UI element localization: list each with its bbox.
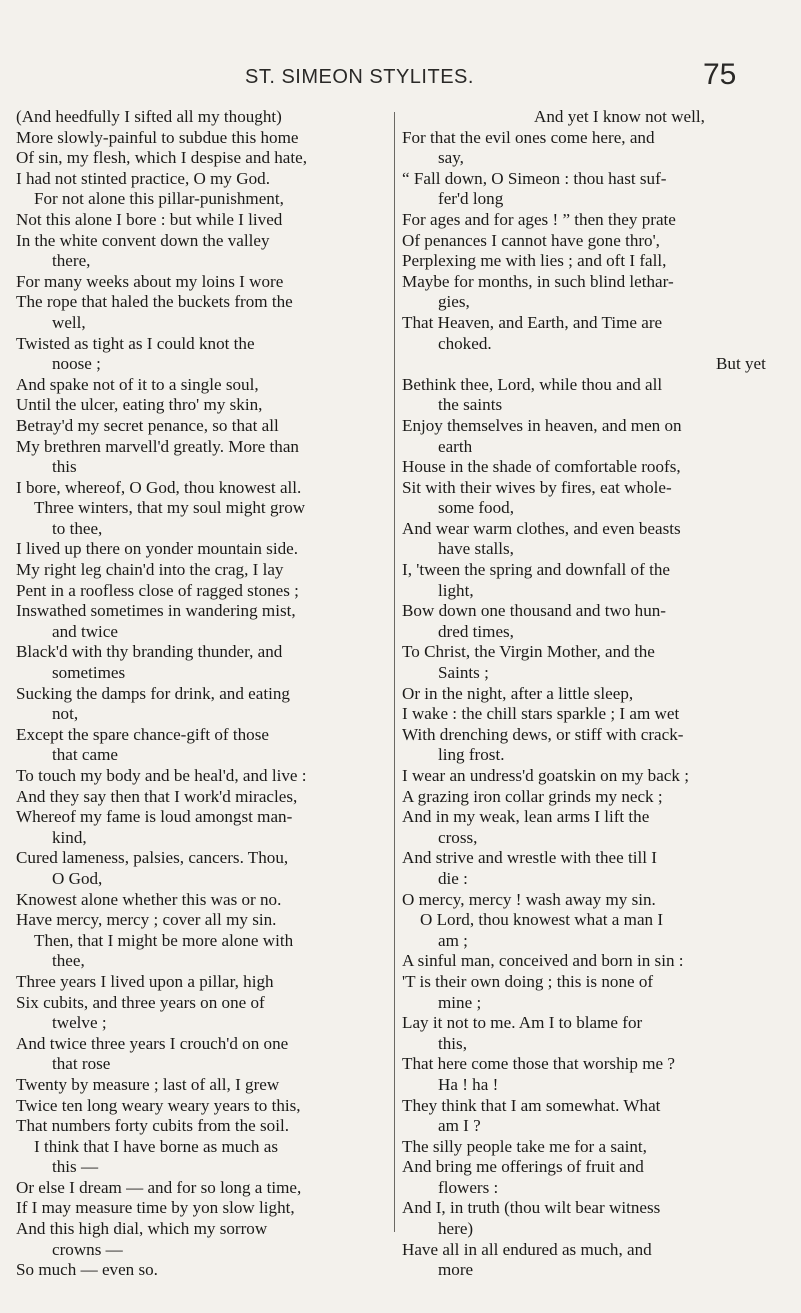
poem-line: Twice ten long weary weary years to this,	[16, 1095, 301, 1115]
poem-line: And twice three years I crouch'd on one	[16, 1033, 289, 1053]
poem-line: Saints ;	[438, 663, 489, 683]
poem-line: For not alone this pillar-punishment,	[34, 189, 284, 209]
poem-line: Or else I dream — and for so long a time,	[16, 1177, 302, 1197]
poem-line: Sucking the damps for drink, and eating	[16, 683, 290, 703]
poem-line: And wear warm clothes, and even beasts	[402, 518, 681, 538]
poem-line: My brethren marvell'd greatly. More than	[16, 436, 299, 456]
poem-line: More slowly-painful to subdue this home	[16, 127, 299, 147]
poem-line: Not this alone I bore : but while I lived	[16, 209, 283, 229]
poem-line: I, 'tween the spring and downfall of the	[402, 560, 670, 580]
poem-line: Knowest alone whether this was or no.	[16, 889, 282, 909]
poem-line: Maybe for months, in such blind lethar-	[402, 271, 674, 291]
poem-line: “ Fall down, O Simeon : thou hast suf-	[402, 168, 667, 188]
poem-line: My right leg chain'd into the crag, I lay	[16, 560, 284, 580]
poem-line: kind,	[52, 827, 87, 847]
left-column	[16, 107, 392, 1281]
poem-line: gies,	[438, 292, 470, 312]
poem-line: And they say then that I work'd miracles,	[16, 786, 298, 806]
poem-line: To touch my body and be heal'd, and live :	[16, 766, 307, 785]
poem-line: And bring me offerings of fruit and	[402, 1157, 644, 1177]
poem-line: Of penances I cannot have gone thro',	[402, 230, 660, 250]
poem-line: That here come those that worship me ?	[402, 1054, 675, 1074]
poem-line: cross,	[438, 827, 478, 847]
poem-line: I bore, whereof, O God, thou knowest all.	[16, 477, 302, 497]
poem-line: I had not stinted practice, O my God.	[16, 168, 270, 188]
poem-line: say,	[438, 148, 464, 168]
poem-line: noose ;	[52, 354, 101, 374]
poem-line: Ha ! ha !	[438, 1074, 499, 1094]
poem-line: ling frost.	[438, 745, 505, 765]
poem-line: Perplexing me with lies ; and oft I fall,	[402, 251, 667, 271]
poem-line: The silly people take me for a saint,	[402, 1136, 647, 1156]
poem-line: Three years I lived upon a pillar, high	[16, 971, 274, 991]
poem-line: fer'd long	[438, 189, 504, 209]
poem-line: I lived up there on yonder mountain side.	[16, 539, 298, 559]
poem-line: die :	[438, 868, 468, 888]
poem-line: Of sin, my flesh, which I despise and hate,	[16, 148, 308, 168]
poem-line: That numbers forty cubits from the soil.	[16, 1116, 289, 1136]
poem-line: Bethink thee, Lord, while thou and all	[402, 374, 663, 394]
poem-line: light,	[438, 580, 474, 600]
poem-line: the saints	[438, 395, 503, 415]
poem-line: there,	[52, 251, 91, 271]
poem-line: Twenty by measure ; last of all, I grew	[16, 1074, 280, 1094]
poem-line: that rose	[52, 1054, 111, 1074]
poem-line: thee,	[52, 951, 85, 971]
poem-line: For that the evil ones come here, and	[402, 127, 655, 147]
poem-line: O God,	[52, 868, 103, 888]
right-column	[402, 107, 782, 1281]
poem-line: O Lord, thou knowest what a man I	[420, 910, 664, 930]
poem-line: And I, in truth (thou wilt bear witness	[402, 1198, 661, 1218]
page-number: 75	[703, 58, 737, 91]
poem-line: twelve ;	[52, 1013, 107, 1033]
poem-line: In the white convent down the valley	[16, 230, 270, 250]
poem-line: And yet I know not well,	[534, 107, 705, 126]
poem-line: Except the spare chance-gift of those	[16, 724, 269, 744]
poem-line: A sinful man, conceived and born in sin :	[402, 951, 684, 971]
poem-line: this —	[52, 1157, 99, 1177]
poem-line: And this high dial, which my sorrow	[16, 1219, 268, 1239]
poem-line: Six cubits, and three years on one of	[16, 992, 265, 1012]
poem-line: And in my weak, lean arms I lift the	[402, 807, 650, 827]
poem-line: Twisted as tight as I could knot the	[16, 333, 255, 353]
poem-line: crowns —	[52, 1239, 123, 1259]
poem-line: that came	[52, 745, 118, 765]
poem-line: am ;	[438, 930, 468, 950]
poem-line: Inswathed sometimes in wandering mist,	[16, 601, 296, 621]
poem-line: I think that I have borne as much as	[34, 1136, 278, 1156]
poem-line: Enjoy themselves in heaven, and men on	[402, 415, 682, 435]
poem-line: O mercy, mercy ! wash away my sin.	[402, 889, 656, 909]
poem-line: For many weeks about my loins I wore	[16, 271, 284, 291]
poem-line: And strive and wrestle with thee till I	[402, 848, 657, 868]
poem-line: For ages and for ages ! ” then they prate	[402, 209, 676, 229]
poem-line: A grazing iron collar grinds my neck ;	[402, 786, 663, 806]
poem-line: Lay it not to me. Am I to blame for	[402, 1013, 643, 1033]
poem-line: House in the shade of comfortable roofs,	[402, 457, 681, 477]
poem-line: and twice	[52, 621, 118, 641]
poem-line: But yet	[716, 354, 766, 374]
poem-line: Whereof my fame is loud amongst man-	[16, 807, 293, 827]
poem-line: If I may measure time by yon slow light,	[16, 1198, 295, 1218]
poem-line: not,	[52, 704, 79, 724]
poem-line: mine ;	[438, 992, 482, 1012]
poem-line: 'T is their own doing ; this is none of	[402, 971, 654, 991]
poem-line: To Christ, the Virgin Mother, and the	[402, 642, 655, 662]
poem-line: have stalls,	[438, 539, 514, 559]
poem-line: this,	[438, 1033, 467, 1053]
poem-line: Black'd with thy branding thunder, and	[16, 642, 283, 662]
poem-line: So much — even so.	[16, 1260, 158, 1280]
poem-line: With drenching dews, or stiff with crack-	[402, 724, 684, 744]
poem-line: this	[52, 457, 77, 477]
poem-line: Then, that I might be more alone with	[34, 930, 294, 950]
poem-line: Cured lameness, palsies, cancers. Thou,	[16, 848, 289, 868]
poem-line: Until the ulcer, eating thro' my skin,	[16, 395, 263, 415]
poem-line: I wear an undress'd goatskin on my back ;	[402, 766, 689, 785]
poem-line: I wake : the chill stars sparkle ; I am wet	[402, 704, 680, 724]
column-divider	[394, 112, 395, 1232]
poem-line: dred times,	[438, 621, 514, 641]
poem-line: to thee,	[52, 518, 103, 538]
poem-line: (And heedfully I sifted all my thought)	[16, 107, 282, 126]
poem-line: well,	[52, 312, 86, 332]
poem-line: Have all in all endured as much, and	[402, 1239, 652, 1259]
poem-line: some food,	[438, 498, 514, 518]
poem-line: The rope that haled the buckets from the	[16, 292, 293, 312]
running-title: ST. SIMEON STYLITES.	[245, 66, 474, 88]
poem-line: Three winters, that my soul might grow	[34, 498, 306, 518]
poem-line: Or in the night, after a little sleep,	[402, 683, 634, 703]
poem-line: more	[438, 1260, 474, 1280]
poem-line: They think that I am somewhat. What	[402, 1095, 661, 1115]
poem-line: choked.	[438, 333, 492, 353]
poem-line: sometimes	[52, 663, 126, 683]
poem-line: am I ?	[438, 1116, 481, 1136]
poem-line: flowers :	[438, 1177, 499, 1197]
poem-line: Sit with their wives by fires, eat whole-	[402, 477, 672, 497]
poem-line: here)	[438, 1219, 474, 1239]
poem-line: Betray'd my secret penance, so that all	[16, 415, 279, 435]
poem-line: And spake not of it to a single soul,	[16, 374, 259, 394]
poem-line: Have mercy, mercy ; cover all my sin.	[16, 910, 277, 930]
poem-line: That Heaven, and Earth, and Time are	[402, 312, 663, 332]
poem-line: Bow down one thousand and two hun-	[402, 601, 666, 621]
poem-line: Pent in a roofless close of ragged stones ;	[16, 580, 299, 600]
poem-line: earth	[438, 436, 473, 456]
